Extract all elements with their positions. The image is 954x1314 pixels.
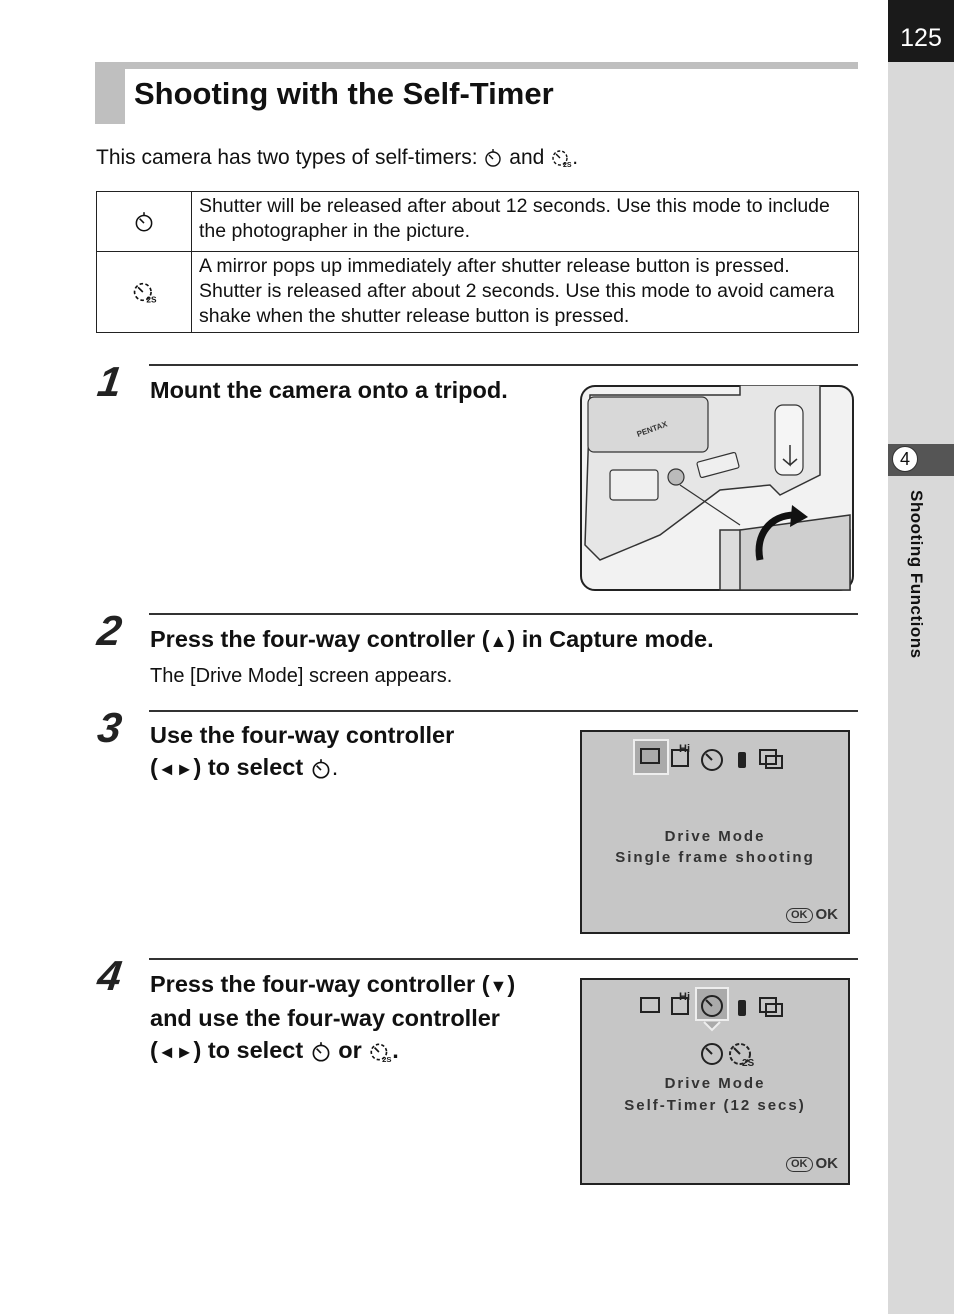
step-text [150, 968, 515, 1068]
step-text [150, 719, 454, 785]
self-timer-screen [580, 978, 850, 1185]
chapter-number: 4 [892, 446, 918, 472]
step-text-line [150, 1034, 515, 1068]
up-arrow-icon: ▲ [489, 631, 508, 651]
self-timer-icon [310, 1040, 332, 1064]
self-timer-table [96, 191, 859, 333]
self-timer-2s-icon [131, 279, 157, 305]
self-timer-2s-icon [368, 1040, 392, 1064]
step-text-line [150, 751, 454, 785]
hi-label: Hi [679, 991, 690, 1003]
hi-label: Hi [679, 743, 690, 755]
intro-part: . [572, 146, 579, 169]
self-timer-2s-icon [550, 147, 572, 169]
screen-subtitle: Single frame shooting [615, 849, 815, 866]
title-rule [95, 62, 858, 69]
table-icon-cell [97, 252, 192, 333]
step-text-part: ) to select [193, 754, 310, 780]
step-rule [149, 613, 858, 615]
camera-tripod-illustration [580, 385, 854, 591]
step-text-part: Press the four-way controller ( [150, 626, 490, 652]
ok-button-icon: OK [786, 1157, 813, 1172]
self-timer-icon [310, 757, 332, 781]
drive-mode-icons [632, 986, 812, 1076]
left-right-arrows-icon: ◄► [157, 759, 194, 779]
drive-mode-icons [632, 738, 812, 778]
step-text [150, 623, 714, 657]
page-number: 125 [900, 24, 942, 52]
ok-button-icon: OK [786, 908, 813, 923]
step-number: 1 [94, 358, 125, 405]
self-timer-icon [132, 210, 156, 234]
table-row [97, 252, 859, 333]
camera-brand: PENTAX [635, 419, 669, 439]
step-text-part: ) [507, 971, 516, 997]
intro-part: and [503, 146, 551, 169]
left-right-arrows-icon: ◄► [157, 1042, 194, 1062]
screen-subtitle: Self-Timer (12 secs) [624, 1097, 806, 1114]
step-text-line [150, 968, 515, 1002]
step-number: 3 [94, 704, 125, 751]
drive-mode-screen [580, 730, 850, 934]
timer-2s-label: 2S [742, 1058, 755, 1069]
step-text-line: and use the four-way controller [150, 1005, 500, 1031]
ok-indicator [786, 1155, 838, 1172]
step-text: Mount the camera onto a tripod. [150, 377, 508, 403]
step-text-part: ( [150, 1037, 158, 1063]
table-text-cell: Shutter will be released after about 12 seconds. Use this mode to include the photographer in the picture. [192, 192, 859, 252]
step-text-part: . [331, 754, 339, 780]
table-text-cell: A mirror pops up immediately after shutter release button is pressed. Shutter is released after about 2 seconds. Use this mode to avoid camera shake when the shutter release button is pressed. [192, 252, 859, 333]
step-text-part: ) to select [193, 1037, 310, 1063]
step-text-part: ) in Capture mode. [507, 626, 714, 652]
down-arrow-icon: ▼ [489, 976, 508, 996]
step-text-line: Use the four-way controller [150, 722, 455, 748]
step-subtext: The [Drive Mode] screen appears. [150, 665, 453, 687]
intro-part: This camera has two types of self-timers: [96, 146, 484, 169]
ok-label: OK [815, 1155, 838, 1172]
timer-2s-label: 2S [563, 162, 572, 170]
step-number: 2 [94, 607, 125, 654]
step-number: 4 [94, 952, 125, 999]
table-row [97, 192, 859, 252]
step-text-part: ( [150, 754, 158, 780]
ok-label: OK [815, 906, 838, 923]
step-text-part: or [331, 1037, 369, 1063]
ok-indicator [786, 906, 838, 923]
screen-title: Drive Mode [664, 828, 766, 845]
timer-2s-label: 2S [382, 1054, 392, 1064]
step-text-part: . [392, 1037, 399, 1063]
screen-title: Drive Mode [664, 1075, 766, 1092]
table-icon-cell [97, 192, 192, 252]
intro-text [96, 146, 578, 170]
step-rule [149, 364, 858, 366]
chapter-label: Shooting Functions [907, 490, 926, 659]
page-title: Shooting with the Self-Timer [134, 76, 554, 111]
timer-2s-label: 2S [146, 295, 157, 305]
step-rule [149, 958, 858, 960]
step-rule [149, 710, 858, 712]
title-marker [95, 62, 125, 124]
self-timer-icon [483, 147, 503, 169]
step-text-part: Press the four-way controller ( [150, 971, 490, 997]
